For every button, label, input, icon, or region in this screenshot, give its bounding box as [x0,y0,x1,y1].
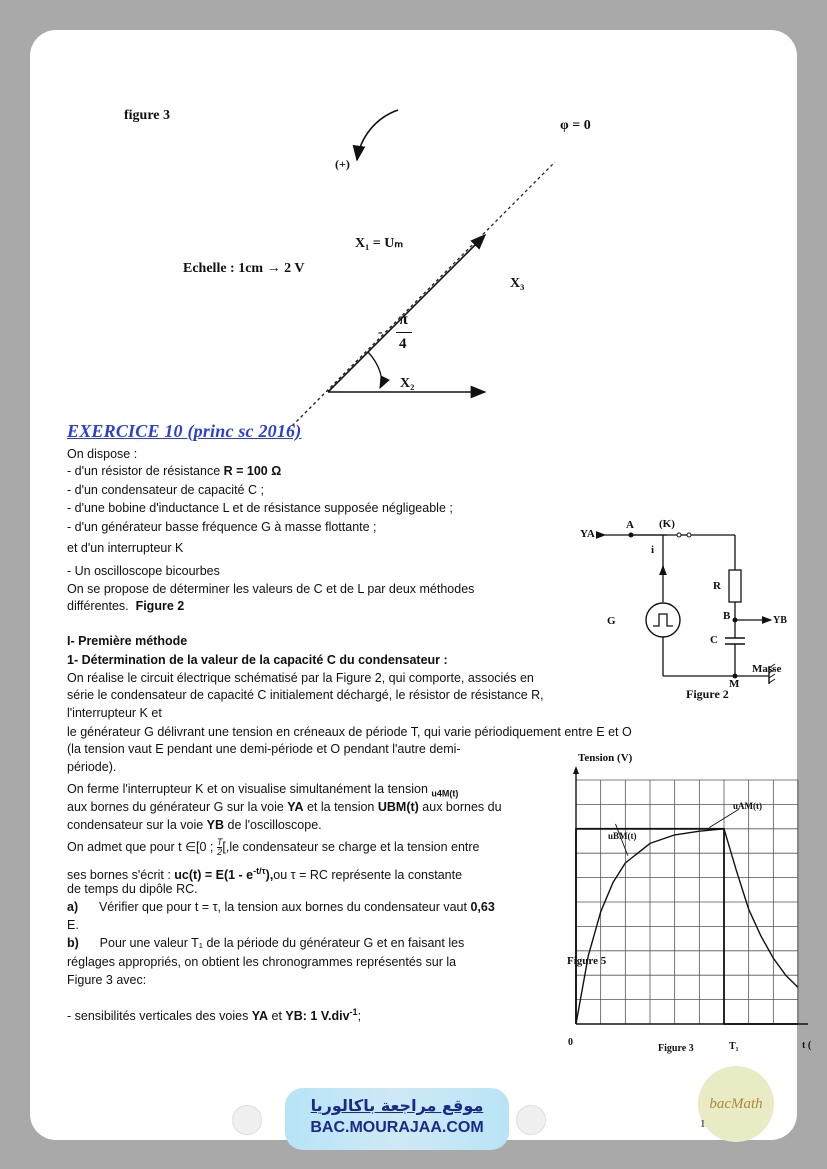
text-span: Vérifier que pour t = τ, la tension aux bornes du condensateur vaut [98,900,471,914]
fraction-numerator: T [216,837,223,847]
scale-label: Echelle : 1cm → 2 V [183,261,305,276]
text-span: [,le condensateur se charge et la tension entre [222,839,480,854]
text-span: ; [357,1009,362,1024]
text-line [67,799,502,815]
chart-ylabel: Tension (V) [578,752,633,764]
circuit-m-label: M [729,678,740,690]
document-page [30,30,812,1140]
text-line: série le condensateur de capacité C initialement déchargé, le résistor de résistance R, [67,688,544,702]
text-line: de temps du dipôle RC. [67,882,198,896]
rotation-arrow [357,110,398,160]
sensitivity-value: 1 V.div [306,1009,350,1024]
yb-symbol: YB: [285,1009,307,1024]
chronogram-chart [530,742,797,1060]
fraction-denominator: 2 [217,847,223,857]
text-span: aux bornes du [418,800,502,814]
chart-xlabel: t ( [802,1040,812,1051]
generator-symbol [646,603,680,637]
text-line: période). [67,760,117,774]
circuit-yb-label: YB [773,615,787,626]
text-line: - d'un condensateur de capacité C ; [67,483,264,497]
text-span: Pour une valeur T₁ de la période du générateur G et en faisant les [99,936,465,950]
text-span: et la tension [303,800,378,814]
uam-symbol: u4M(t) [431,788,459,799]
series-label-uam: uAM(t) [733,801,762,811]
formula-close: ), [265,868,274,883]
circuit-caption: Figure 2 [686,687,729,701]
y-axis-arrow [573,766,579,774]
banner-url[interactable]: BAC.MOURAJAA.COM [310,1119,484,1136]
resistance-value: R = 100 Ω [223,464,282,478]
text-span: ses bornes s'écrit : [67,868,175,883]
angle-minus: - [378,325,383,340]
chart-caption: Figure 3 [658,1043,694,1054]
text-line [67,899,495,915]
text-line: et d'un interrupteur K [67,541,184,555]
text-line [67,838,480,857]
figure-ref: Figure 2 [135,599,185,613]
text-line [67,935,464,951]
circuit-masse-label: Masse [752,663,782,675]
text-line: le générateur G délivrant une tension en créneaux de période T, qui varie périodiquement entre E et O [67,725,632,739]
ya-symbol: YA [251,1009,269,1024]
angle-fraction-bar [396,332,412,333]
circuit-c-label: C [710,634,718,646]
text-line: - d'un générateur basse fréquence G à masse flottante ; [67,520,377,534]
text-span: différentes. [67,599,129,613]
text-line: E. [67,918,79,932]
angle-arc [368,352,382,388]
circuit-g-label: G [607,615,616,627]
text-span: ou τ = RC représente la constante [273,868,463,883]
section-heading: I- Première méthode [67,634,188,648]
text-line: l'interrupteur K et [67,706,162,720]
phase-zero-axis [288,162,555,430]
text-line: On se propose de déterminer les valeurs de C et de L par deux méthodes [67,582,475,596]
text-line [67,598,184,614]
figure3-label: figure 3 [124,108,171,123]
circuit-i-label: i [651,544,655,556]
text-line: (la tension vaut E pendant une demi-période et O pendant l'autre demi- [67,742,461,756]
text-line: On réalise le circuit électrique schématisé par la Figure 2, qui comporte, associés en [67,671,534,685]
circuit-a-label: A [626,519,634,531]
circuit-b-label: B [723,610,731,622]
text-span: et [268,1009,286,1024]
circuit-r-label: R [713,580,721,592]
x3-label: X₃ [510,276,525,291]
charge-formula: uc(t) = E(1 - e [174,868,254,883]
text-line: On dispose : [67,447,138,461]
question-a-label: a) [67,900,79,914]
angle-pi: π [399,311,408,328]
x2-label: X₂ [400,376,415,391]
bacmath-logo: bacMath [698,1066,774,1142]
text-line [67,1004,361,1024]
text-span: - sensibilités verticales des voies [67,1009,252,1024]
factor-value: 0,63 [470,900,495,914]
chart-origin: 0 [568,1037,573,1048]
text-line [67,817,322,833]
text-line: Figure 3 avec: [67,973,147,987]
book-logo-icon [516,1105,546,1135]
ubm-symbol: UBM(t) [377,800,419,814]
text-line [67,463,281,479]
text-span: de l'oscilloscope. [224,818,322,832]
text-span: On admet que pour t ∈[0 ; [67,839,217,854]
chart-t1-label: T₁ [729,1041,739,1052]
phi-label: φ = 0 [560,118,591,133]
fresnel-diagram [30,90,797,420]
sensitivity-exponent: -1 [349,1007,358,1017]
circuit-k-label: (K) [659,518,675,530]
resistor-symbol [729,570,741,602]
banner-arabic: موقع مراجعة باكالوريا [310,1096,484,1115]
formula-exponent: -t/τ [253,866,266,876]
book-logo-icon [232,1105,262,1135]
text-span: aux bornes du générateur G sur la voie [67,800,288,814]
site-banner[interactable] [285,1088,509,1150]
subsection-heading: 1- Détermination de la valeur de la capacité C du condensateur : [67,653,448,667]
text-line: réglages appropriés, on obtient les chronogrammes représentés sur la [67,955,457,969]
chart-side-caption: Figure 5 [567,955,607,967]
node-a [629,533,634,538]
text-span: - d'un résistor de résistance [67,464,224,478]
circuit-ya-label: YA [580,528,595,540]
ya-symbol: YA [287,800,304,814]
series-label-ubm: uBM(t) [608,831,637,841]
page-number: 1 [700,1118,706,1130]
question-b-label: b) [67,936,79,950]
text-span: On ferme l'interrupteur K et on visualise simultanément la tension [67,782,432,796]
positive-sense-label: (+) [335,157,350,171]
switch-contact [677,533,681,537]
switch-contact [687,533,691,537]
yb-symbol: YB [206,818,225,832]
text-line: - d'une bobine d'inductance L et de résistance supposée négligeable ; [67,501,453,515]
x1-label: X₁ = Uₘ [355,236,404,251]
exercise-title: EXERCICE 10 (princ sc 2016) [67,421,302,441]
angle-four: 4 [399,336,407,352]
text-span: condensateur sur la voie [67,818,207,832]
text-line: - Un oscilloscope bicourbes [67,564,220,578]
